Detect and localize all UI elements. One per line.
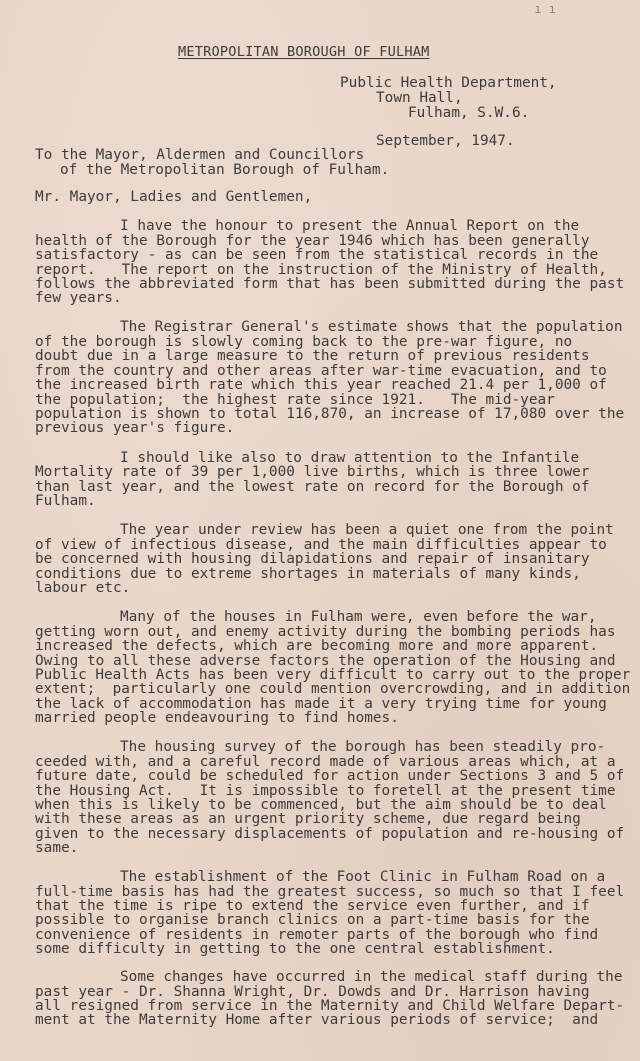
addressee-line: of the Metropolitan Borough of Fulham.: [60, 162, 390, 178]
text-line: the Housing Act. It is impossible to foretell at the present time: [35, 783, 616, 799]
addressee-line: To the Mayor, Aldermen and Councillors: [35, 147, 365, 163]
salutation: Mr. Mayor, Ladies and Gentlemen,: [35, 189, 313, 205]
text-line: population is shown to total 116,870, an increase of 17,080 over the: [35, 406, 625, 422]
text-line: The establishment of the Foot Clinic in Fulham Road on a: [120, 869, 606, 885]
text-line: doubt due in a large measure to the return of previous residents: [35, 348, 590, 364]
text-line: with these areas as an urgent priority scheme, due regard being: [35, 811, 581, 827]
text-line: The housing survey of the borough has been steadily pro-: [120, 739, 606, 755]
text-line: I have the honour to present the Annual Report on the: [120, 218, 580, 234]
text-line: when this is likely to be commenced, but the aim should be to deal: [35, 797, 607, 813]
text-line: Some changes have occurred in the medical staff during the: [120, 969, 623, 985]
text-line: Many of the houses in Fulham were, even before the war,: [120, 609, 597, 625]
margin-marks: ı ı: [534, 2, 556, 16]
text-line: increased the defects, which are becoming more and more apparent.: [35, 638, 599, 654]
text-line: full-time basis has had the greatest success, so much so that I feel: [35, 884, 625, 900]
text-line: Owing to all these adverse factors the operation of the Housing and: [35, 653, 616, 669]
text-line: Public Health Acts has been very difficult to carry out to the proper: [35, 667, 631, 683]
text-line: given to the necessary displacements of population and re-housing of: [35, 826, 625, 842]
text-line: The Registrar General's estimate shows that the population: [120, 319, 623, 335]
text-line: getting worn out, and enemy activity during the bombing periods has: [35, 624, 616, 640]
text-line: convenience of residents in remoter parts of the borough who find: [35, 927, 599, 943]
text-line: past year - Dr. Shanna Wright, Dr. Dowds and Dr. Harrison having: [35, 984, 590, 1000]
address-line: Public Health Department,: [340, 75, 557, 91]
text-line: extent; particularly one could mention overcrowding, and in addition: [35, 681, 631, 697]
text-line: Mortality rate of 39 per 1,000 live births, which is three lower: [35, 464, 590, 480]
text-line: ceeded with, and a careful record made of various areas which, at a: [35, 754, 616, 770]
text-line: few years.: [35, 290, 122, 306]
text-line: of the borough is slowly coming back to the pre-war figure, no: [35, 334, 573, 350]
text-line: previous year's figure.: [35, 420, 235, 436]
address-line: Fulham, S.W.6.: [408, 105, 530, 121]
text-line: than last year, and the lowest rate on record for the Borough of: [35, 479, 590, 495]
document-date: September, 1947.: [376, 133, 515, 149]
text-line: the lack of accommodation has made it a very trying time for young: [35, 696, 607, 712]
text-line: health of the Borough for the year 1946 which has been generally: [35, 233, 590, 249]
text-line: of view of infectious disease, and the main difficulties appear to: [35, 537, 607, 553]
text-line: same.: [35, 840, 79, 856]
text-line: future date, could be scheduled for action under Sections 3 and 5 of: [35, 768, 625, 784]
text-line: married people endeavouring to find homes.: [35, 710, 399, 726]
text-line: from the country and other areas after war-time evacuation, and to: [35, 363, 607, 379]
address-line: Town Hall,: [376, 90, 463, 106]
text-line: labour etc.: [35, 580, 131, 596]
text-line: Fulham.: [35, 493, 96, 509]
text-line: some difficulty in getting to the one central establishment.: [35, 941, 555, 957]
text-line: be concerned with housing dilapidations and repair of insanitary: [35, 551, 590, 567]
text-line: satisfactory - as can be seen from the statistical records in the: [35, 247, 599, 263]
text-line: all resigned from service in the Maternity and Child Welfare Depart-: [35, 998, 625, 1014]
text-line: report. The report on the instruction of the Ministry of Health,: [35, 262, 607, 278]
text-line: ment at the Maternity Home after various periods of service; and: [35, 1012, 599, 1028]
text-line: possible to organise branch clinics on a part-time basis for the: [35, 912, 590, 928]
text-line: follows the abbreviated form that has been submitted during the past: [35, 276, 625, 292]
text-line: conditions due to extreme shortages in materials of many kinds,: [35, 566, 581, 582]
document-title: METROPOLITAN BOROUGH OF FULHAM: [178, 44, 430, 60]
text-line: the increased birth rate which this year reached 21.4 per 1,000 of: [35, 377, 607, 393]
text-line: the population; the highest rate since 1921. The mid-year: [35, 392, 555, 408]
text-line: The year under review has been a quiet one from the point: [120, 522, 614, 538]
text-line: I should like also to draw attention to the Infantile: [120, 450, 580, 466]
text-line: that the time is ripe to extend the service even further, and if: [35, 898, 590, 914]
